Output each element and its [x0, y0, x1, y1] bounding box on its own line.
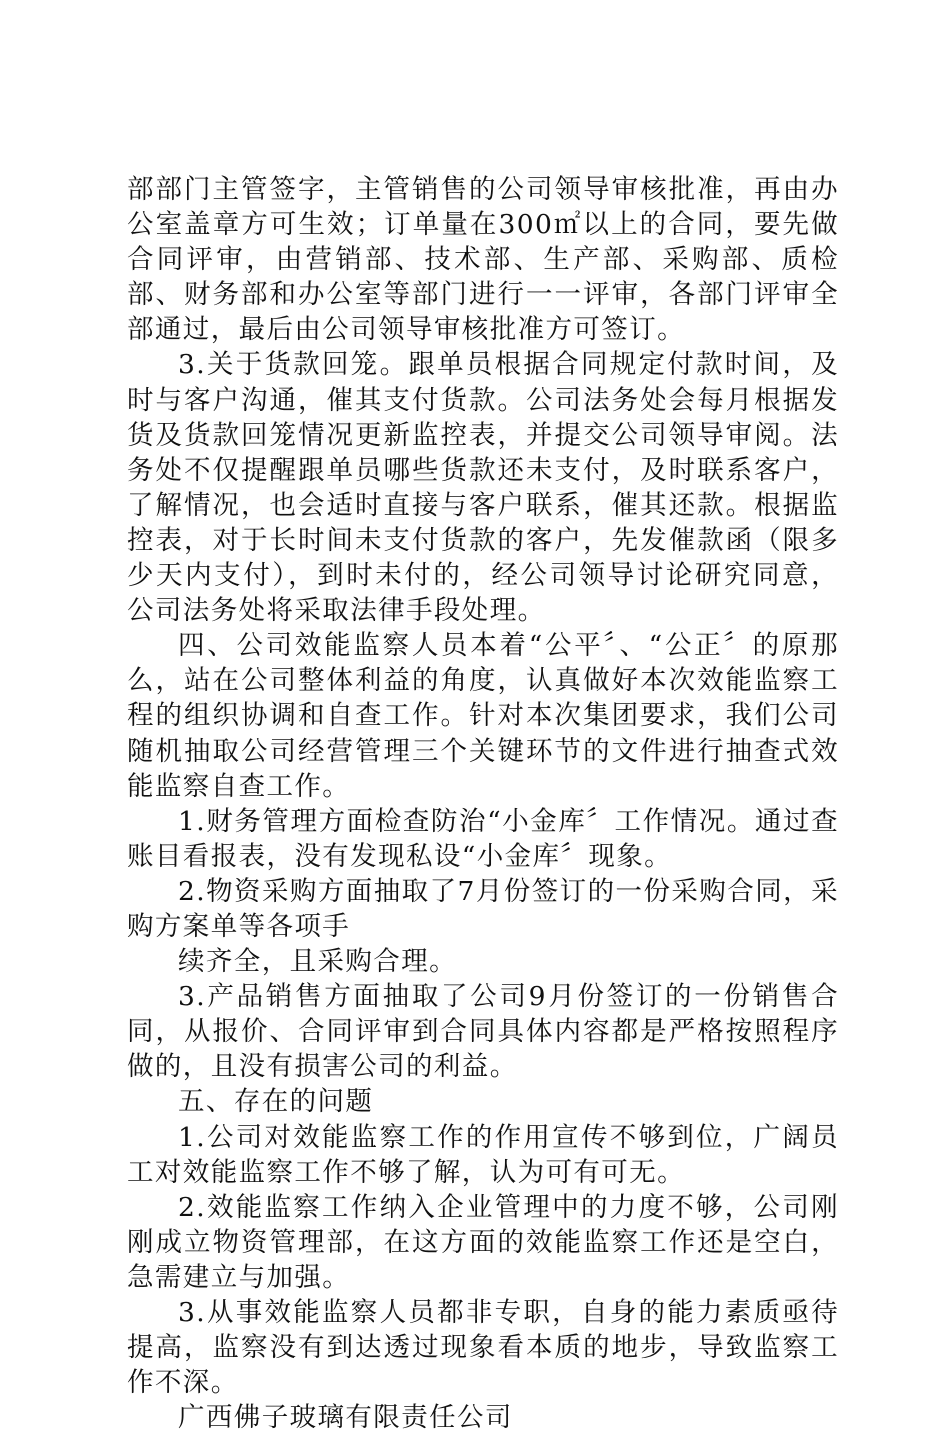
paragraph-problem-3: 3.从事效能监察人员都非专职，自身的能力素质亟待提高，监察没有到达透过现象看本质的地步，导致监察工作不深。 [127, 1297, 839, 1399]
paragraph-procurement-check: 2.物资采购方面抽取了7月份签订的一份采购合同，采购方案单等各项手 [127, 875, 839, 942]
section-heading-problems: 五、存在的问题 [178, 1086, 374, 1118]
paragraph-problem-2: 2.效能监察工作纳入企业管理中的力度不够，公司刚刚成立物资管理部，在这方面的效能监察工作还是空白，急需建立与加强。 [127, 1191, 839, 1293]
document-body [127, 172, 839, 1435]
company-signature: 广西佛子玻璃有限责任公司 [178, 1402, 513, 1434]
paragraph-finance-check: 1.财务管理方面检查防治“小金库〞工作情况。通过查账目看报表，没有发现私设“小金库〞现象。 [127, 805, 839, 872]
paragraph-contract-approval: 部部门主管签字，主管销售的公司领导审核批准，再由办公室盖章方可生效；订单量在300㎡以上的合同，要先做合同评审，由营销部、技术部、生产部、采购部、质检部、财务部和办公室等部门进行一一评审，各部门评审全部通过，最后由公司领导审核批准方可签订。 [127, 174, 839, 346]
paragraph-section-four: 四、公司效能监察人员本着“公平〞、“公正〞的原那么，站在公司整体利益的角度，认真做好本次效能监察工程的组织协调和自查工作。针对本次集团要求，我们公司随机抽取公司经营管理三个关键环节的文件进行抽查式效能监察自查工作。 [127, 630, 839, 802]
paragraph-sales-check: 3.产品销售方面抽取了公司9月份签订的一份销售合同，从报价、合同评审到合同具体内容都是严格按照程序做的，且没有损害公司的利益。 [127, 981, 839, 1083]
paragraph-problem-1: 1.公司对效能监察工作的作用宣传不够到位，广阔员工对效能监察工作不够了解，认为可有可无。 [127, 1121, 839, 1188]
paragraph-payment-collection: 3.关于货款回笼。跟单员根据合同规定付款时间，及时与客户沟通，催其支付货款。公司法务处会每月根据发货及货款回笼情况更新监控表，并提交公司领导审阅。法务处不仅提醒跟单员哪些货款还未支付，及时联系客户，了解情况，也会适时直接与客户联系，催其还款。根据监控表，对于长时间未支付货款的客户，先发催款函（限多少天内支付），到时未付的，经公司领导讨论研究同意，公司法务处将采取法律手段处理。 [127, 349, 839, 627]
paragraph-procurement-continued: 续齐全，且采购合理。 [178, 946, 457, 978]
